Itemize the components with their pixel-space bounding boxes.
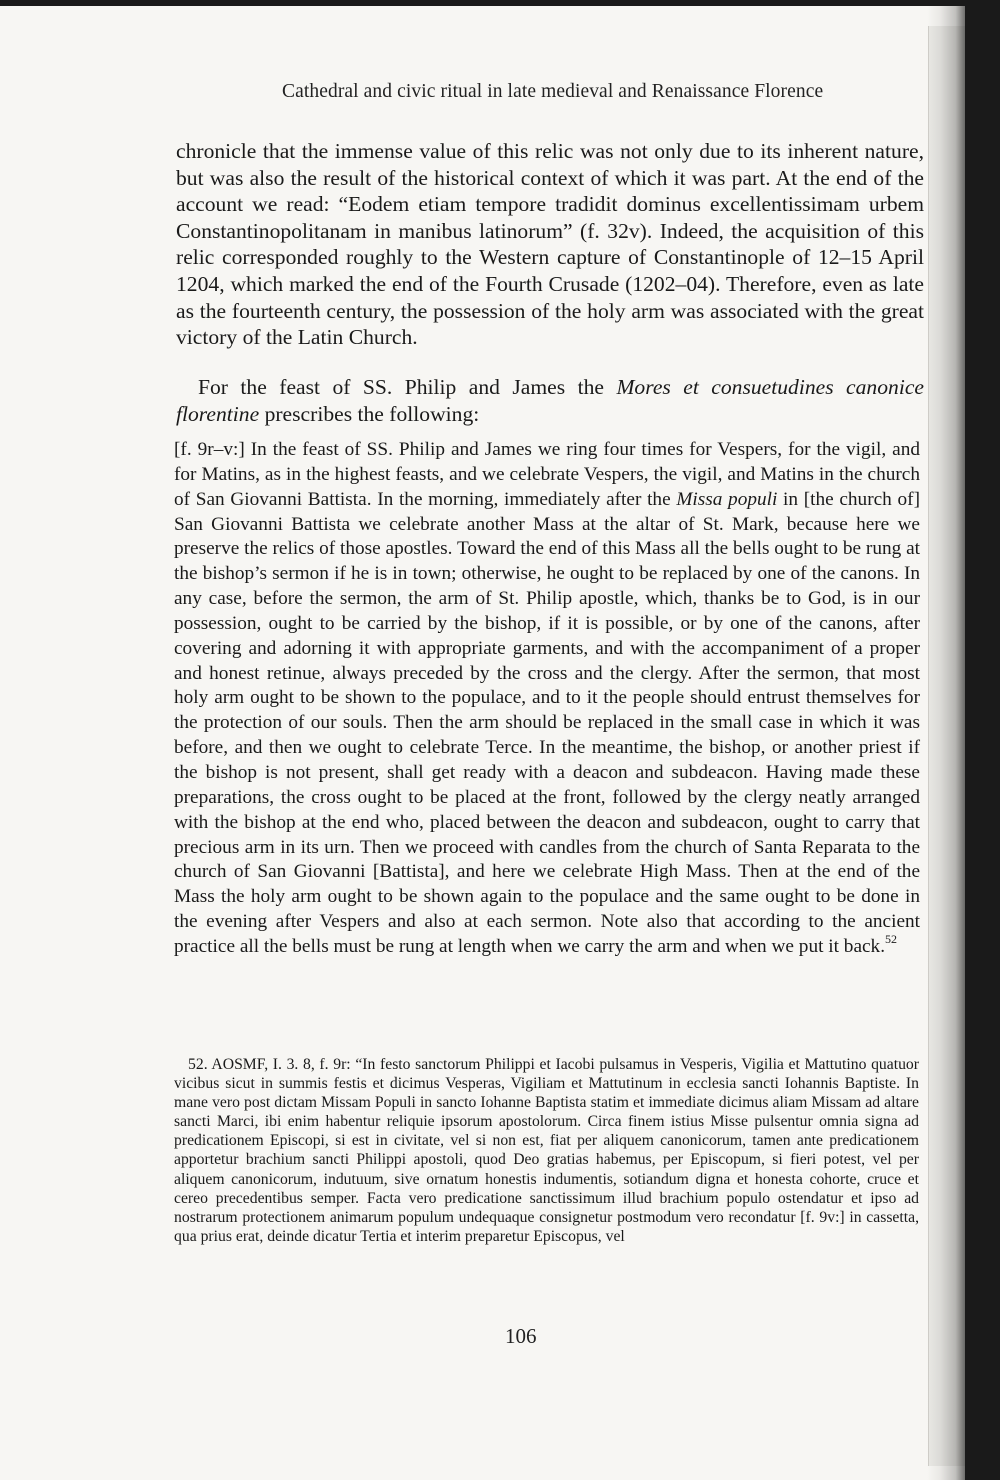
note-reference: 52	[885, 931, 898, 946]
page-gutter-shadow	[927, 6, 965, 1480]
body-paragraph-1: chronicle that the immense value of this relic was not only due to its inherent nature, but was also the result of the historical context of which it was part. At the end of the account we read: “Eodem etiam tempore tradidit dominus excellentissimam urbem Constantinopolitanam in manibus latinorum” (f. 32v). Indeed, the acquisition of this relic corresponded roughly to the Western capture of Constantinople of 12–15 April 1204, which marked the end of the Fourth Crusade (1202–04). Therefore, even as late as the fourteenth century, the possession of the holy arm was associated with the great victory of the Latin Church.	[176, 139, 924, 350]
body-paragraph-2	[176, 374, 924, 427]
quotation-before: [f. 9r–v:] In the feast of SS. Philip and James we ring four times for Vespers, for the vigil, and for Matins, as in the highest feasts, and we celebrate Vespers, the vigil, and Matins in the church of San Giovanni Battista. In the morning, immediately after the	[174, 439, 920, 510]
book-page	[0, 6, 965, 1480]
block-quotation	[174, 438, 920, 960]
footnote-number: 52.	[188, 1056, 208, 1073]
paragraph-2-title: Mores et consuetudines canonice florentine	[176, 375, 924, 426]
footnote-text: AOSMF, I. 3. 8, f. 9r: “In festo sanctorum Philippi et Iacobi pulsamus in Vesperis, Vigilia et Mattutino quatuor vicibus sicut in summis festis et dicimus Vesperas, Vigiliam et Mattutinum in ecclesia sancti Iohannis Baptiste. In mane vero post dictam Missam Populi in sancto Iohanne Baptista statim et immediate dicimus aliam Missam ad altare sancti Marci, ibi enim habentur reliquie ipsorum apostolorum. Circa finem istius Misse pulsentur omnia signa ad predicationem Episcopi, si est in civitate, vel si non est, fiat per aliquem canonicorum, tamen ante predicationem apportetur brachium sancti Philippi apostoli, quod Deo gratias habemus, per Episcopum, si fieri potest, vel per aliquem canonicorum, indutuum, sive ornatum honestis indumentis, sotiandum digna et honesta cohorte, cruce et cereo precedentibus semper. Facta vero predicatione sanctissimum illud brachium populo ostendatur et ipso ad nostrarum protectionem animarum populum undequaque consignetur postmodum vero recondatur [f. 9v:] in cassetta, qua prius erat, deinde dicatur Tertia et interim preparetur Episcopus, vel	[174, 1056, 919, 1245]
page-number: 106	[505, 1324, 537, 1348]
quotation-after: in [the church of] San Giovanni Battista we celebrate another Mass at the altar of St. Mark, because here we preserve the relics of those apostles. Toward the end of this Mass all the bells ought to be rung at the bishop’s sermon if he is in town; otherwise, he ought to be replaced by one of the canons. In any case, before the sermon, the arm of St. Philip apostle, which, thanks be to God, is in our possession, ought to be carried by the bishop, if it is possible, or by one of the canons, after covering and adorning it with appropriate garments, and with the accompaniment of a proper and honest retinue, always preceded by the cross and the clergy. After the sermon, that most holy arm ought to be shown to the populace, and to it the people should entrust themselves for the protection of our souls. Then the arm should be replaced in the small case in which it was before, and then we ought to celebrate Terce. In the meantime, the bishop, or another priest if the bishop is not present, shall get ready with a deacon and subdeacon. Having made these preparations, the cross ought to be placed at the front, followed by the clergy neatly arranged with the bishop at the end who, placed between the deacon and subdeacon, ought to carry that precious arm in its urn. Then we proceed with candles from the church of Santa Reparata to the church of San Giovanni [Battista], and here we celebrate High Mass. Then at the end of the Mass the holy arm ought to be shown again to the populace and the same ought to be done in the evening after Vespers and also at each sermon. Note also that according to the ancient practice all the bells must be rung at length when we carry the arm and when we put it back.	[174, 488, 920, 957]
quotation-italic: Missa populi	[676, 488, 778, 510]
running-head: Cathedral and civic ritual in late medieval and Renaissance Florence	[282, 81, 824, 102]
footnote-52	[174, 1055, 919, 1246]
paragraph-2-before: For the feast of SS. Philip and James the	[198, 375, 617, 399]
paragraph-2-after: prescribes the following:	[259, 401, 480, 426]
